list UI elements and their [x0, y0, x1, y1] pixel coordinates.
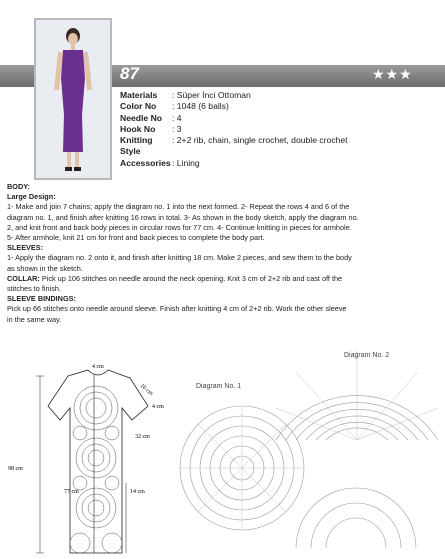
- info-key: Color No: [120, 101, 157, 112]
- label-total: 98 cm: [8, 466, 23, 472]
- label-side: 4 cm: [152, 404, 164, 410]
- body-line: diagram no. 1, and finish after knitting 16 rows in total. 3- As shown in the body sketch, apply the diagram no.: [7, 212, 359, 222]
- info-row: [120, 101, 348, 112]
- body-line: 1- Make and join 7 chains; apply the diagram no. 1 into the next formed. 2- Repeat the rows 4 and 6 of the: [7, 202, 350, 212]
- body-line: 2, and knit front and back body pieces in circular rows for 77 cm. 4- Continue knitting in pieces for armhole.: [7, 222, 352, 232]
- info-value: : 4: [172, 112, 182, 123]
- info-row: [120, 113, 348, 124]
- collar-label: COLLAR:: [7, 273, 40, 283]
- crochet-diagrams: [176, 348, 445, 559]
- label-shoulder: 16 cm: [138, 382, 154, 398]
- bindings-line: in the same way.: [7, 314, 62, 324]
- diagram-1-label: Diagram No. 1: [196, 383, 242, 390]
- info-key: Knitting Style: [120, 135, 153, 157]
- label-sleeve: 32 cm: [135, 434, 150, 440]
- sleeves-line: 1- Apply the diagram no. 2 onto it, and finish after knitting 18 cm. Make 2 pieces, and sew them to the body: [7, 253, 352, 263]
- info-key: Needle No: [120, 112, 163, 123]
- info-value: : 2+2 rib, chain, single crochet, double crochet: [172, 135, 348, 146]
- label-length: 77 cm: [64, 489, 79, 495]
- info-key: Accessories: [120, 157, 171, 168]
- model-photo-drawing: [36, 20, 110, 178]
- label-inner: 14 cm: [130, 489, 145, 495]
- bindings-line: Pick up 66 stitches onto needle around sleeve. Finish after knitting 4 cm of 2+2 rib. Work the other sleeve: [7, 304, 347, 314]
- diagram-2-label: Diagram No. 2: [344, 352, 390, 359]
- difficulty-stars-icon: ★★★: [372, 66, 413, 82]
- info-value: : 3: [172, 123, 182, 134]
- info-key: Materials: [120, 90, 158, 100]
- materials-list: [120, 90, 348, 169]
- label-top: 4 cm: [92, 364, 104, 370]
- info-value: : 1048 (6 balls): [172, 101, 229, 112]
- model-photo: [34, 18, 112, 180]
- body-sketch: [0, 348, 180, 559]
- section-heading-body: BODY:: [7, 182, 30, 191]
- subheading-large-design: Large Design:: [7, 192, 56, 202]
- info-row: [120, 90, 348, 101]
- info-row: [120, 135, 348, 158]
- info-row: [120, 158, 348, 169]
- info-key: Hook No: [120, 123, 156, 134]
- sleeves-line: as shown in the sketch.: [7, 263, 83, 273]
- info-value: : Lining: [172, 157, 200, 168]
- collar-line: [7, 274, 437, 284]
- section-heading-sleeves: SLEEVES:: [7, 243, 44, 253]
- info-value: : Süper İnci Ottoman: [172, 90, 251, 100]
- info-row: [120, 124, 348, 135]
- body-line: 5- After armhole, knit 21 cm for front and back pieces to complete the body part.: [7, 233, 265, 243]
- section-heading-sleeve-bindings: SLEEVE BINDINGS:: [7, 294, 76, 304]
- collar-text: Pick up 106 stitches on needle around the neck opening. Knit 3 cm of 2+2 rib and cast off the: [39, 273, 343, 283]
- collar-line: stitches to finish.: [7, 284, 61, 294]
- pattern-number: 87: [120, 64, 139, 83]
- instructions: [7, 182, 437, 325]
- diagram-area: [0, 348, 445, 559]
